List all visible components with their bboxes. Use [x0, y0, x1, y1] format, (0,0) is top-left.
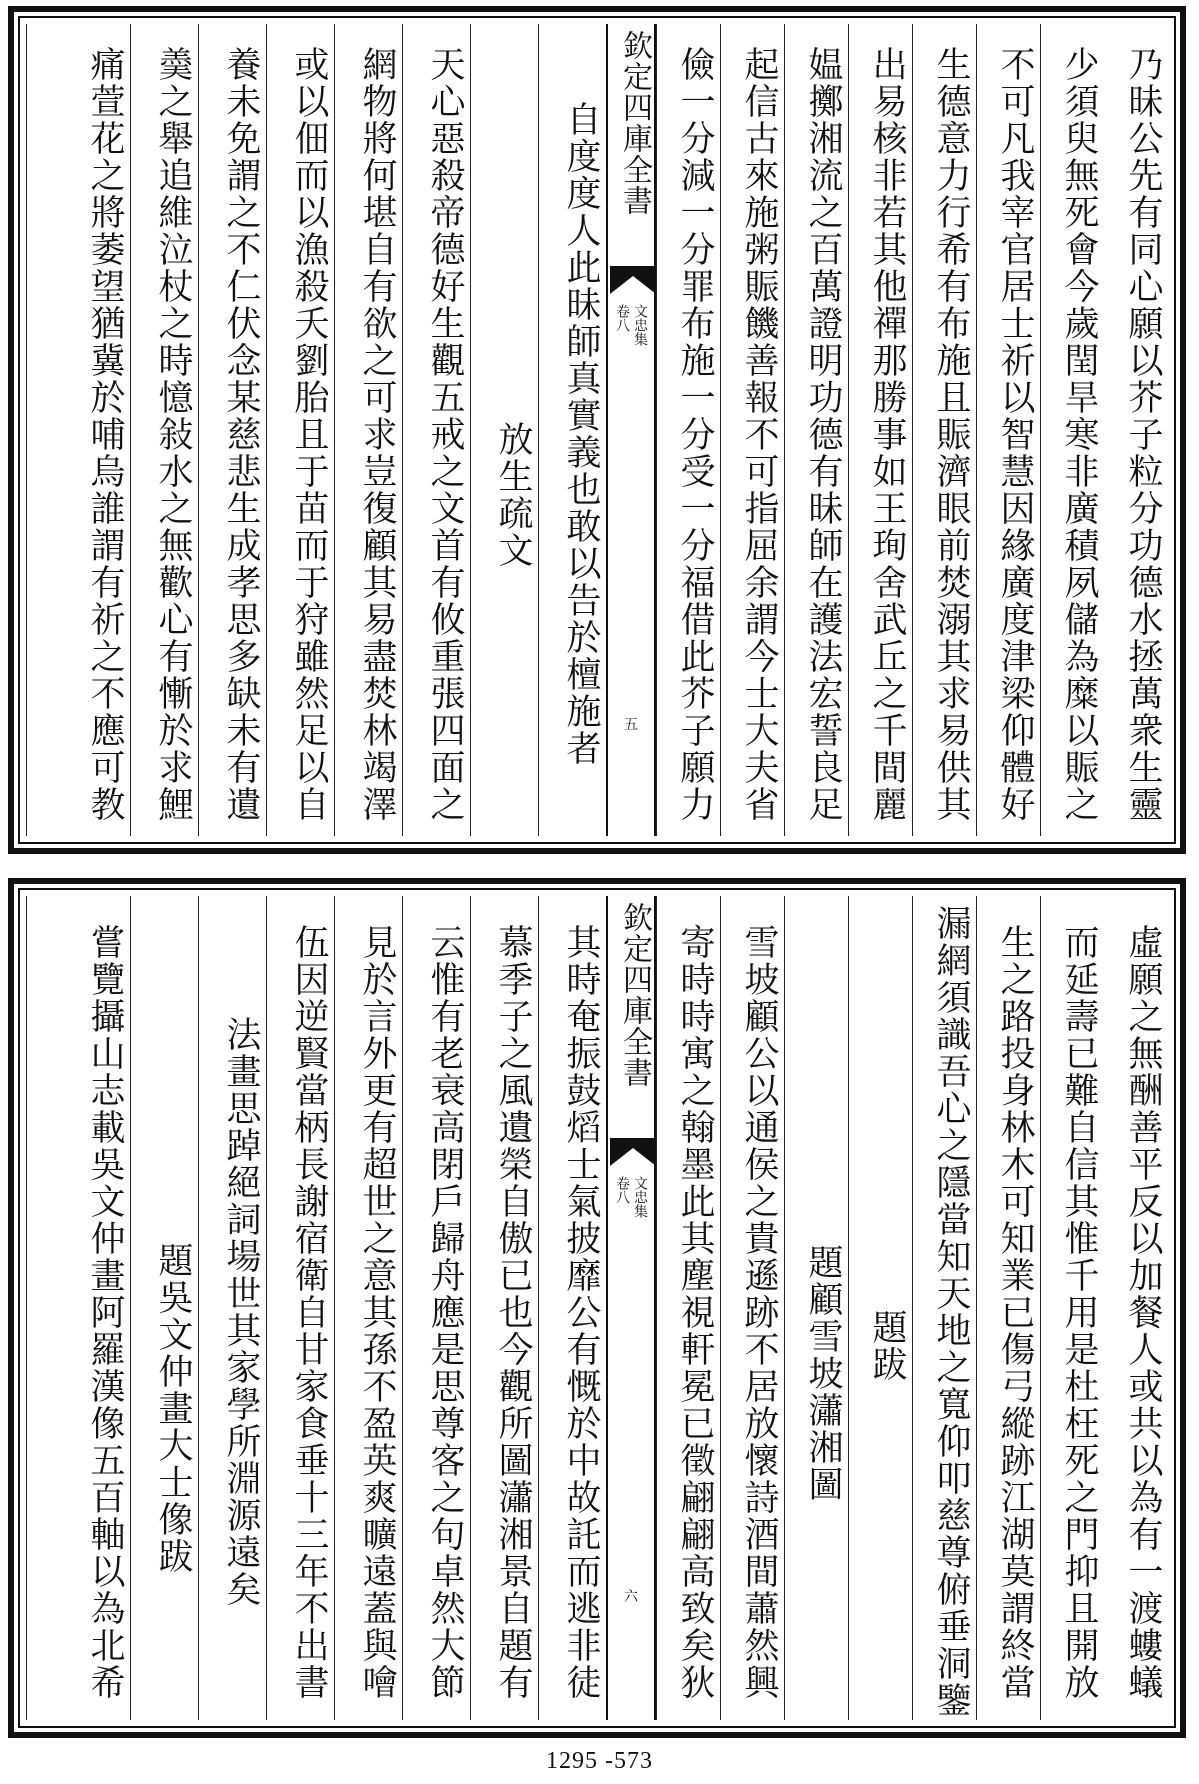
text-column: 嘗覽攝山志載吳文仲畫阿羅漢像五百軸以為北希 — [26, 896, 130, 1720]
spine-title: 欽定四庫全書 — [617, 30, 652, 216]
text-column: 或以佃而以漁殺夭劉胎且于苗而于狩雖然足以自 — [266, 24, 334, 836]
text-column: 漏網須識吾心之隱當知天地之寬仰叩慈尊俯垂洞鑒 — [912, 896, 976, 1720]
text-column: 少須臾無死會今歲閏旱寒非廣積夙儲為糜以賑之 — [1040, 24, 1104, 836]
text-column: 雪坡顧公以通侯之貴遜跡不居放懷詩酒間蕭然興 — [720, 896, 784, 1720]
spine-collection-name: 文忠集 — [632, 304, 648, 346]
top-page-columns — [26, 24, 1168, 836]
text-column: 而延壽已難自信其惟千用是杜枉死之門抑且開放 — [1040, 896, 1104, 1720]
text-column: 生德意力行希有布施且賑濟眼前焚溺其求易供其 — [912, 24, 976, 836]
center-spine — [606, 896, 656, 1720]
section-title: 放生疏文 — [470, 24, 538, 836]
top-page — [8, 6, 1186, 854]
text-column: 其時奄振鼓熖士氣披靡公有慨於中故託而逃非徒 — [538, 896, 606, 1720]
page-footer-number: 1295 -573 — [546, 1748, 653, 1774]
spine-volume: 卷八 — [614, 304, 630, 332]
text-column: 慕季子之風遺榮自傲已也今觀所圖瀟湘景自題有 — [470, 896, 538, 1720]
section-title: 題吳文仲畫大士像跋 — [130, 896, 198, 1720]
text-column: 乃昧公先有同心願以芥子粒分功德水拯萬衆生靈 — [1123, 45, 1163, 823]
fish-tail-mark-icon — [610, 266, 656, 296]
spine-collection-name: 文忠集 — [632, 1176, 648, 1218]
text-column: 天心惡殺帝德好生觀五戒之文首有攸重張四面之 — [402, 24, 470, 836]
text-column: 見於言外更有超世之意其孫不盈英爽曠遠蓋與噲 — [334, 896, 402, 1720]
text-column: 伍因逆賢當柄長謝宿衛自甘家食垂十三年不出書 — [266, 896, 334, 1720]
spine-volume-info — [614, 304, 648, 346]
bottom-page — [8, 878, 1186, 1738]
text-column: 羮之舉追維泣杖之時憶敍水之無歡心有慚於求鯉 — [130, 24, 198, 836]
section-title: 題顧雪坡瀟湘圖 — [784, 896, 848, 1720]
text-column: 虛願之無酬善平反以加餐人或共以為有一渡螻蟻 — [1123, 923, 1163, 1701]
text-column: 云惟有老衰高閉戶歸舟應是思尊客之句卓然大節 — [402, 896, 470, 1720]
text-column: 媪擲湘流之百萬證明功德有昧師在護法宏誓良足 — [784, 24, 848, 836]
text-column: 起信古來施粥賑饑善報不可指屈余謂今士大夫省 — [720, 24, 784, 836]
text-column: 自度度人此昧師真實義也敢以告於檀施者 — [538, 24, 606, 836]
text-column: 痛萱花之將萎望猶冀於哺烏誰謂有祈之不應可教 — [26, 24, 130, 836]
text-column: 儉一分減一分罪布施一分受一分福借此芥子願力 — [656, 24, 720, 836]
text-column: 網物將何堪自有欲之可求豈復顧其易盡焚林竭澤 — [334, 24, 402, 836]
text-column: 不可凡我宰官居士祈以智慧因緣廣度津梁仰體好 — [976, 24, 1040, 836]
fish-tail-mark-icon — [610, 1138, 656, 1168]
spine-title: 欽定四庫全書 — [617, 902, 652, 1088]
text-column: 生之路投身林木可知業已傷弓縱跡江湖莫謂終當 — [976, 896, 1040, 1720]
spine-page-number: 五 — [624, 717, 638, 733]
spine-page-number: 六 — [624, 1589, 638, 1605]
text-column: 出易核非若其他禪那勝事如王珣舍武丘之千間麗 — [848, 24, 912, 836]
text-column: 寄時時寓之翰墨此其塵視軒冕已徵翩翩高致矣狄 — [656, 896, 720, 1720]
center-spine — [606, 24, 656, 836]
text-column: 法畫思踔絕詞場世其家學所淵源遠矣 — [198, 896, 266, 1720]
text-column: 養未免謂之不仁伏念某慈悲生成孝思多缺未有遺 — [198, 24, 266, 836]
section-heading: 題跋 — [848, 896, 912, 1720]
spine-volume-info — [614, 1176, 648, 1218]
bottom-page-columns — [26, 896, 1168, 1720]
spine-volume: 卷八 — [614, 1176, 630, 1204]
